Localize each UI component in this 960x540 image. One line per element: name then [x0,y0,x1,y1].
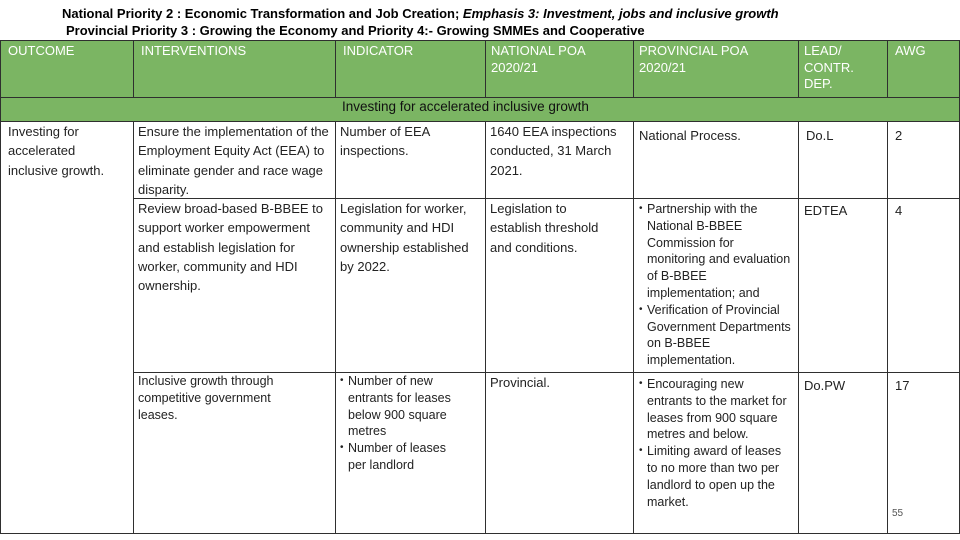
row1-awg: 2 [895,128,903,143]
outcome-text: Investing for accelerated inclusive growth. [8,124,105,178]
bullet-item: • Partnership with the National B-BBEE Commission for monitoring and evaluation of B-BBEE implementation; and [639,201,791,302]
row1-intervention: Ensure the implementation of the Employment Equity Act (EEA) to eliminate gender and race wage disparity. [138,124,329,197]
header-indicator: INDICATOR [343,43,414,58]
row3-national-poa: Provincial. [490,375,550,390]
header-national-poa: NATIONAL POA 2020/21 [491,43,585,75]
row1-lead: Do.L [806,128,834,143]
row2-awg: 4 [895,203,903,218]
row2-provincial-poa [639,201,791,369]
slide-title-national-priority: National Priority 2 : Economic Transformation and Job Creation; Emphasis 3: Investment, jobs and inclusive growth [62,6,779,21]
header-interventions: INTERVENTIONS [141,43,247,58]
row2-lead: EDTEA [804,203,848,218]
bullet-item: • Limiting award of leases to no more than two per landlord to open up the market. [639,443,791,510]
row1-national-poa: 1640 EEA inspections conducted, 31 March 2021. [490,124,617,178]
row3-provincial-poa [639,376,791,510]
row1-indicator: Number of EEA inspections. [340,124,430,159]
header-lead-dep: LEAD/ CONTR. DEP. [804,43,854,91]
header-provincial-poa: PROVINCIAL POA 2020/21 [639,43,748,75]
header-outcome: OUTCOME [8,43,75,58]
section-band-title: Investing for accelerated inclusive growth [342,99,589,114]
slide-title-provincial-priority: Provincial Priority 3 : Growing the Economy and Priority 4:- Growing SMMEs and Cooperative [66,23,645,38]
row3-intervention: Inclusive growth through competitive government leases. [138,374,274,422]
header-awg: AWG [895,43,926,58]
row2-national-poa: Legislation to establish threshold and conditions. [490,201,599,255]
bullet-item: • Number of leases per landlord [340,440,466,474]
page-number: 55 [892,508,904,519]
row3-awg: 17 [895,378,910,393]
row3-lead: Do.PW [804,378,846,393]
row2-indicator: Legislation for worker, community and HDI ownership established by 2022. [340,201,469,274]
row1-provincial-poa: National Process. [639,128,741,143]
row2-intervention: Review broad-based B-BBEE to support worker empowerment and establish legislation for worker, community and HDI ownership. [138,201,323,294]
bullet-item: • Number of new entrants for leases below 900 square metres [340,373,466,440]
bullet-item: • Verification of Provincial Government Departments on B-BBEE implementation. [639,302,791,369]
emphasis-text: Emphasis 3: Investment, jobs and inclusive growth [462,6,779,21]
bullet-item: • Encouraging new entrants to the market for leases from 900 square metres and below. [639,376,791,443]
row3-indicator [340,373,466,474]
